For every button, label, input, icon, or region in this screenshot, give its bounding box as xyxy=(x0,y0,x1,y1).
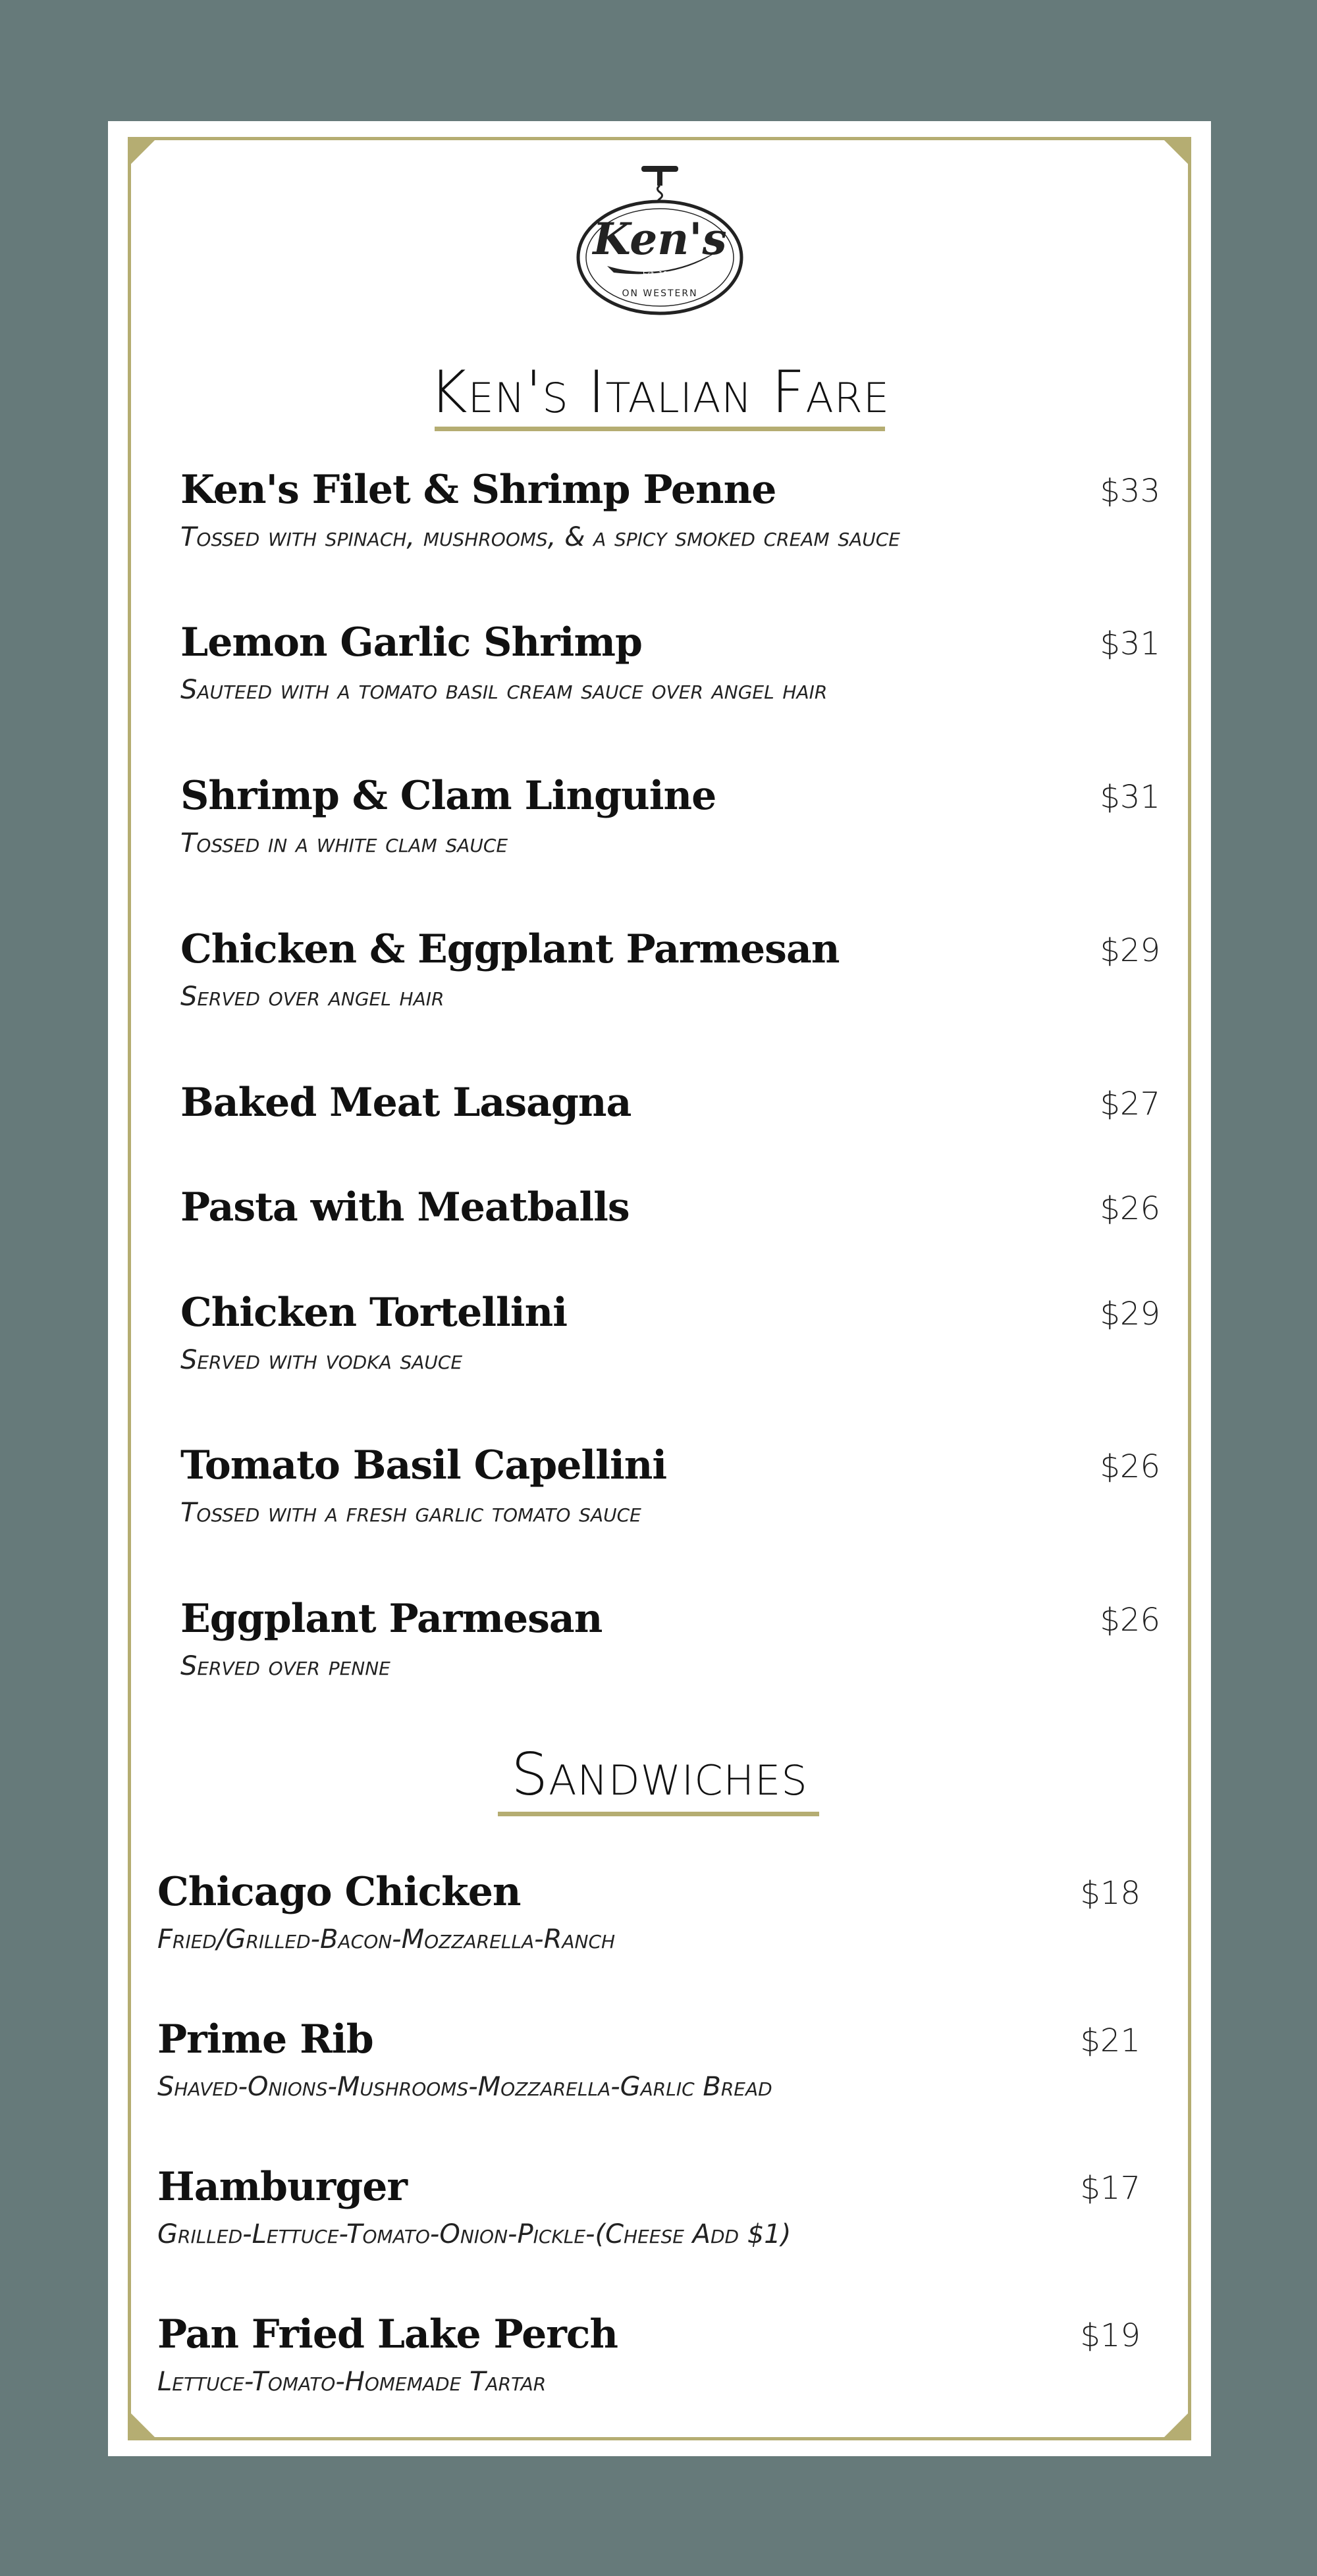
item-price: $31 xyxy=(1100,625,1160,662)
item-name: Baked Meat Lasagna xyxy=(180,1080,632,1126)
item-price: $19 xyxy=(1080,2317,1141,2354)
item-name: Tomato Basil Capellini xyxy=(180,1442,667,1488)
item-price: $27 xyxy=(1100,1086,1160,1122)
item-price: $26 xyxy=(1100,1602,1160,1639)
menu-item xyxy=(180,1290,568,1375)
item-description: Tossed with a fresh garlic tomato sauce xyxy=(180,1498,641,1528)
item-description: Tossed in a white clam sauce xyxy=(180,828,508,858)
item-price: $21 xyxy=(1080,2022,1141,2059)
svg-text:On Western: On Western xyxy=(622,288,698,299)
corner-ornament xyxy=(1161,137,1191,167)
item-description: Fried/Grilled-Bacon-Mozzarella-Ranch xyxy=(157,1924,616,1955)
menu-item xyxy=(180,467,900,552)
corner-ornament xyxy=(128,137,158,167)
menu-item xyxy=(157,2311,618,2397)
svg-text:Est. 1968: Est. 1968 xyxy=(643,270,677,278)
menu-item xyxy=(180,926,840,1012)
item-description: Lettuce-Tomato-Homemade Tartar xyxy=(157,2367,547,2397)
item-name: Chicago Chicken xyxy=(157,1869,521,1915)
kens-logo xyxy=(568,162,752,320)
item-name: Prime Rib xyxy=(157,2016,373,2063)
item-name: Pasta with Meatballs xyxy=(180,1184,630,1230)
item-name: Pan Fried Lake Perch xyxy=(157,2311,618,2357)
item-description: Served with vodka sauce xyxy=(180,1345,463,1375)
menu-item xyxy=(180,1442,667,1528)
menu-card xyxy=(108,121,1211,2456)
item-name: Lemon Garlic Shrimp xyxy=(180,619,642,666)
item-price: $18 xyxy=(1080,1875,1141,1912)
item-name: Eggplant Parmesan xyxy=(180,1596,603,1642)
item-description: Sauteed with a tomato basil cream sauce over angel hair xyxy=(180,675,828,705)
item-price: $26 xyxy=(1100,1190,1160,1227)
item-description: Served over angel hair xyxy=(180,982,444,1012)
menu-item xyxy=(180,619,828,705)
title-underline xyxy=(498,1812,819,1816)
item-price: $33 xyxy=(1100,473,1160,510)
menu-item xyxy=(180,1596,603,1681)
menu-item xyxy=(180,773,716,858)
menu-item xyxy=(180,1080,632,1126)
section-title-italian: Ken's Italian Fare xyxy=(429,358,890,426)
item-description: Shaved-Onions-Mushrooms-Mozzarella-Garlic Bread xyxy=(157,2072,772,2102)
item-price: $29 xyxy=(1100,1296,1160,1332)
menu-item xyxy=(157,1869,616,1955)
corner-ornament xyxy=(1161,2410,1191,2440)
item-name: Chicken Tortellini xyxy=(180,1290,568,1336)
title-underline xyxy=(435,427,885,431)
item-name: Shrimp & Clam Linguine xyxy=(180,773,716,819)
item-price: $17 xyxy=(1080,2170,1141,2207)
item-price: $29 xyxy=(1100,932,1160,969)
menu-item xyxy=(157,2016,772,2102)
item-description: Served over penne xyxy=(180,1651,390,1681)
item-price: $26 xyxy=(1100,1448,1160,1485)
menu-item xyxy=(157,2164,792,2249)
item-description: Grilled-Lettuce-Tomato-Onion-Pickle-(Cheese Add $1) xyxy=(157,2219,792,2249)
corner-ornament xyxy=(128,2410,158,2440)
item-name: Hamburger xyxy=(157,2164,407,2210)
corkscrew-icon xyxy=(641,166,678,205)
svg-text:Ken's: Ken's xyxy=(593,213,727,265)
item-name: Ken's Filet & Shrimp Penne xyxy=(180,467,776,513)
item-description: Tossed with spinach, mushrooms, & a spicy smoked cream sauce xyxy=(180,522,900,552)
item-name: Chicken & Eggplant Parmesan xyxy=(180,926,840,972)
section-title-sandwiches: Sandwiches xyxy=(511,1741,808,1808)
menu-item xyxy=(180,1184,630,1230)
item-price: $31 xyxy=(1100,779,1160,816)
